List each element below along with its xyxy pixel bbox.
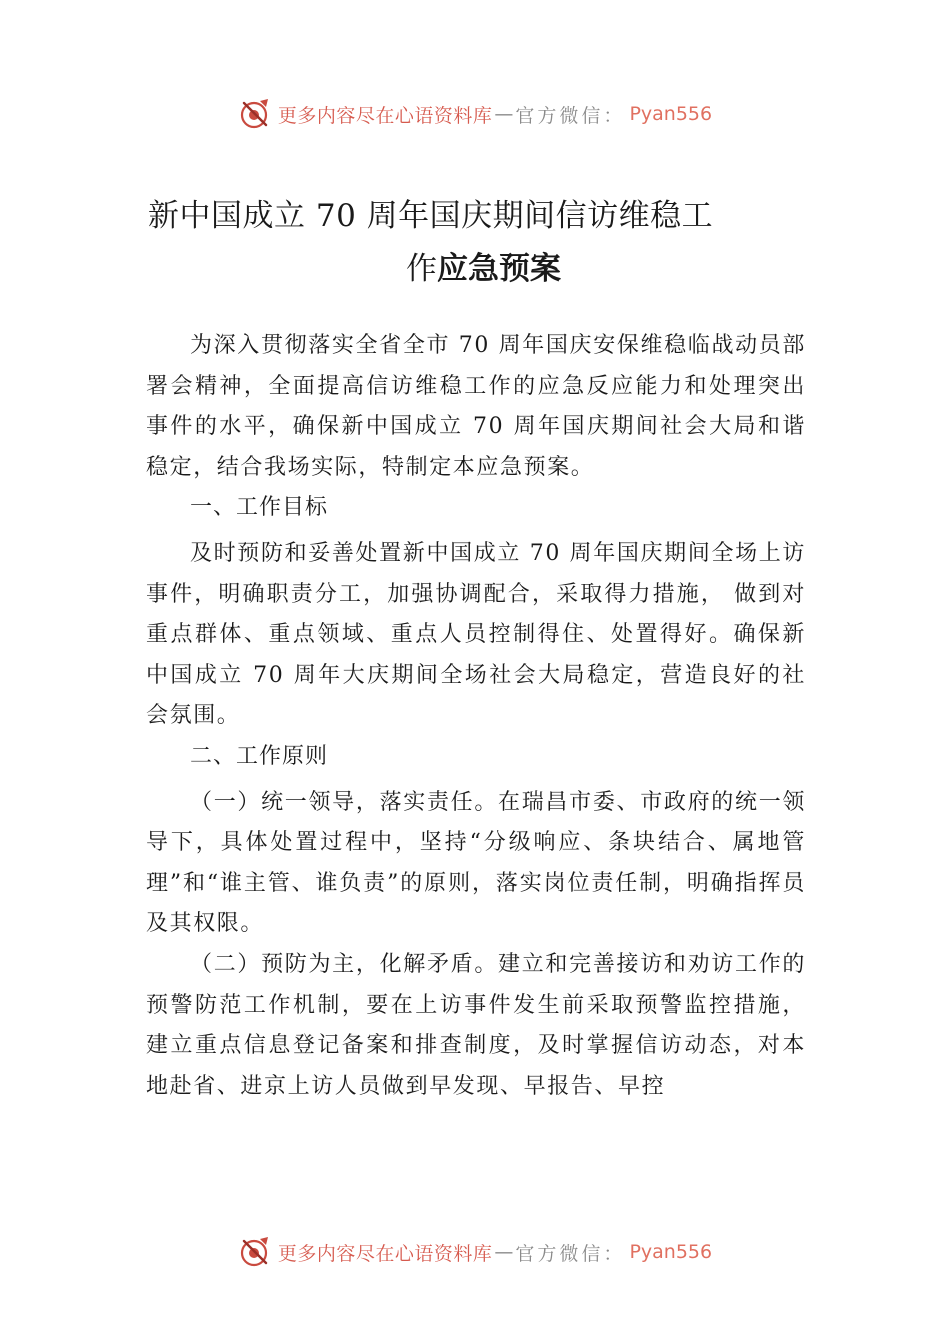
brand-logo-icon: [238, 1235, 272, 1269]
goal-paragraph: 及时预防和妥善处置新中国成立 70 周年国庆期间全场上访事件，明确职责分工，加强协调配合，采取得力措施， 做到对重点群体、重点领域、重点人员控制得住、处置得好。确保新中国成立 70 周年大庆期间全场社会大局稳定，营造良好的社会氛围。: [146, 540, 806, 729]
header-watermark: [0, 94, 950, 134]
watermark-wechat-id: Pyan556: [629, 103, 713, 125]
section-heading-principle: 二、工作原则: [190, 743, 329, 769]
brand-logo-icon: [238, 97, 272, 131]
watermark-dash: —: [494, 1241, 514, 1263]
document-body: [146, 326, 806, 1107]
section-heading-goal: 一、工作目标: [190, 495, 329, 521]
watermark-dash: —: [494, 103, 514, 125]
document-title-line2: [406, 243, 806, 288]
footer-watermark: [0, 1232, 950, 1272]
principle-paragraph-2: （二）预防为主，化解矛盾。建立和完善接访和劝访工作的预警防范工作机制，要在上访事件发生前采取预警监控措施，建立重点信息登记备案和排查制度，及时掌握信访动态，对本地赴省、进京上访人员做到早发现、早报告、早控: [146, 951, 806, 1099]
watermark-official-label: 官方微信：: [515, 104, 626, 127]
watermark-brand: 更多内容尽在心语资料库: [277, 1242, 493, 1265]
document-title-line1: 新中国成立 70 周年国庆期间信访维稳工: [148, 198, 714, 234]
title-prefix: 作: [406, 251, 437, 287]
intro-paragraph: 为深入贯彻落实全省全市 70 周年国庆安保维稳临战动员部署会精神，全面提高信访维稳工作的应急反应能力和处理突出事件的水平，确保新中国成立 70 周年国庆期间社会大局和谐稳定，结合我场实际，特制定本应急预案。: [146, 333, 806, 480]
watermark-official-label: 官方微信：: [515, 1242, 626, 1265]
watermark-brand: 更多内容尽在心语资料库: [277, 104, 493, 127]
principle-paragraph-1: （一）统一领导，落实责任。在瑞昌市委、市政府的统一领导下，具体处置过程中，坚持“分级响应、条块结合、属地管理”和“谁主管、谁负责”的原则，落实岗位责任制，明确指挥员及其权限。: [146, 789, 806, 937]
title-bold-part: 应急预案: [437, 251, 561, 287]
watermark-wechat-id: Pyan556: [629, 1241, 713, 1263]
